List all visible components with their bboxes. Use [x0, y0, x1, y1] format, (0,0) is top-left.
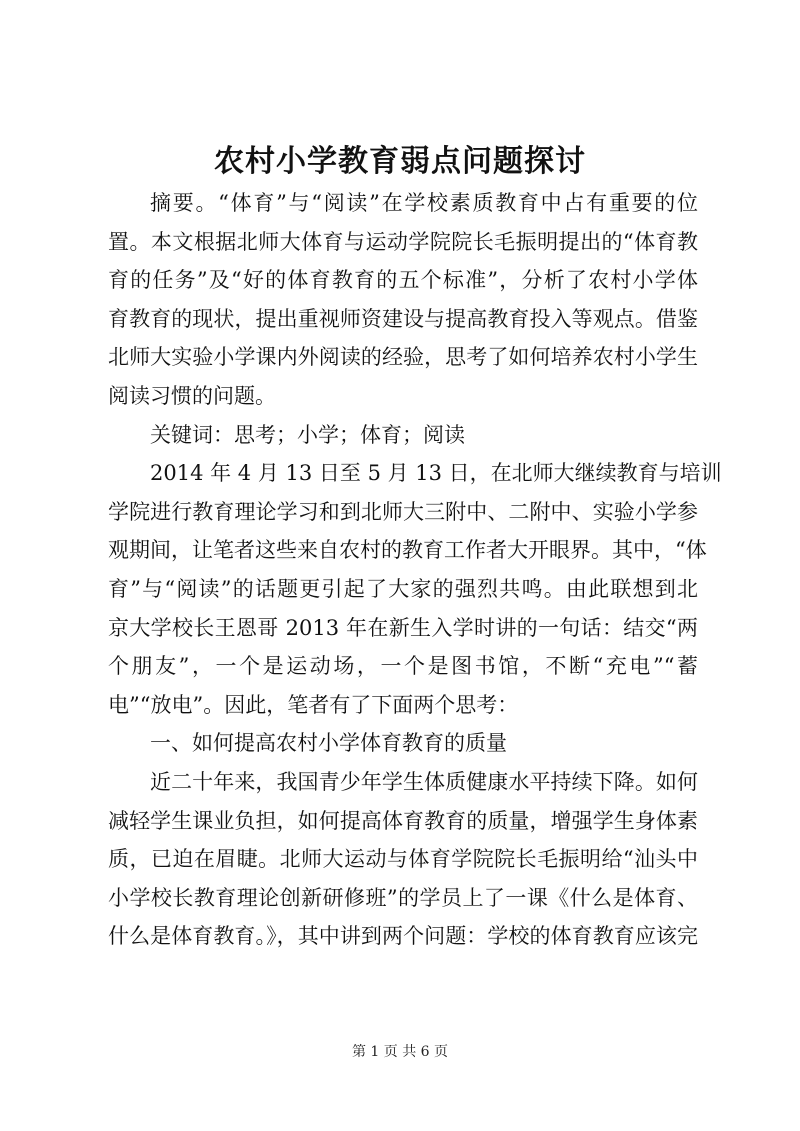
text-line: 育”与“阅读”的话题更引起了大家的强烈共鸣。由此联想到北	[108, 576, 698, 601]
text-line: 摘要。“体育”与“阅读”在学校素质教育中占有重要的位	[150, 191, 698, 215]
text-line: 近二十年来，我国青少年学生体质健康水平持续下降。如何	[150, 769, 698, 794]
page-footer: 第 1 页 共 6 页	[351, 1044, 449, 1060]
text-line: 什么是体育教育。》，其中讲到两个问题：学校的体育教育应该完	[108, 924, 698, 949]
text-line: 学院进行教育理论学习和到北师大三附中、二附中、实验小学参	[108, 499, 698, 524]
text-line: 京大学校长王恩哥 2013 年在新生入学时讲的一句话：结交“两	[108, 615, 698, 640]
text-line: 观期间，让笔者这些来自农村的教育工作者大开眼界。其中，“体	[108, 538, 707, 563]
text-line: 北师大实验小学课内外阅读的经验，思考了如何培养农村小学生	[108, 345, 698, 370]
text-line: 阅读习惯的问题。	[108, 383, 276, 408]
text-line: 小学校长教育理论创新研修班”的学员上了一课《什么是体育、	[108, 885, 698, 910]
document-title: 农村小学教育弱点问题探讨	[214, 144, 586, 179]
text-line: 质，已迫在眉睫。北师大运动与体育学院院长毛振明给“汕头中	[108, 847, 698, 872]
text-line: 2014 年 4 月 13 日至 5 月 13 日，在北师大继续教育与培训	[150, 461, 722, 486]
document-body	[108, 184, 722, 956]
text-line: 置。本文根据北师大体育与运动学院院长毛振明提出的“体育教	[108, 229, 698, 254]
text-line: 减轻学生课业负担，如何提高体育教育的质量，增强学生身体素	[108, 808, 698, 833]
text-line: 电”“放电”。因此，笔者有了下面两个思考：	[108, 692, 519, 717]
text-line: 关键词：思考；小学；体育；阅读	[150, 422, 465, 447]
text-line: 育教育的现状，提出重视师资建设与提高教育投入等观点。借鉴	[108, 306, 698, 331]
text-line: 一、如何提高农村小学体育教育的质量	[150, 731, 507, 756]
text-line: 个朋友”，一个是运动场，一个是图书馆，不断“充电”“蓄	[108, 654, 698, 679]
text-line: 育的任务”及“好的体育教育的五个标准”，分析了农村小学体	[108, 268, 698, 293]
